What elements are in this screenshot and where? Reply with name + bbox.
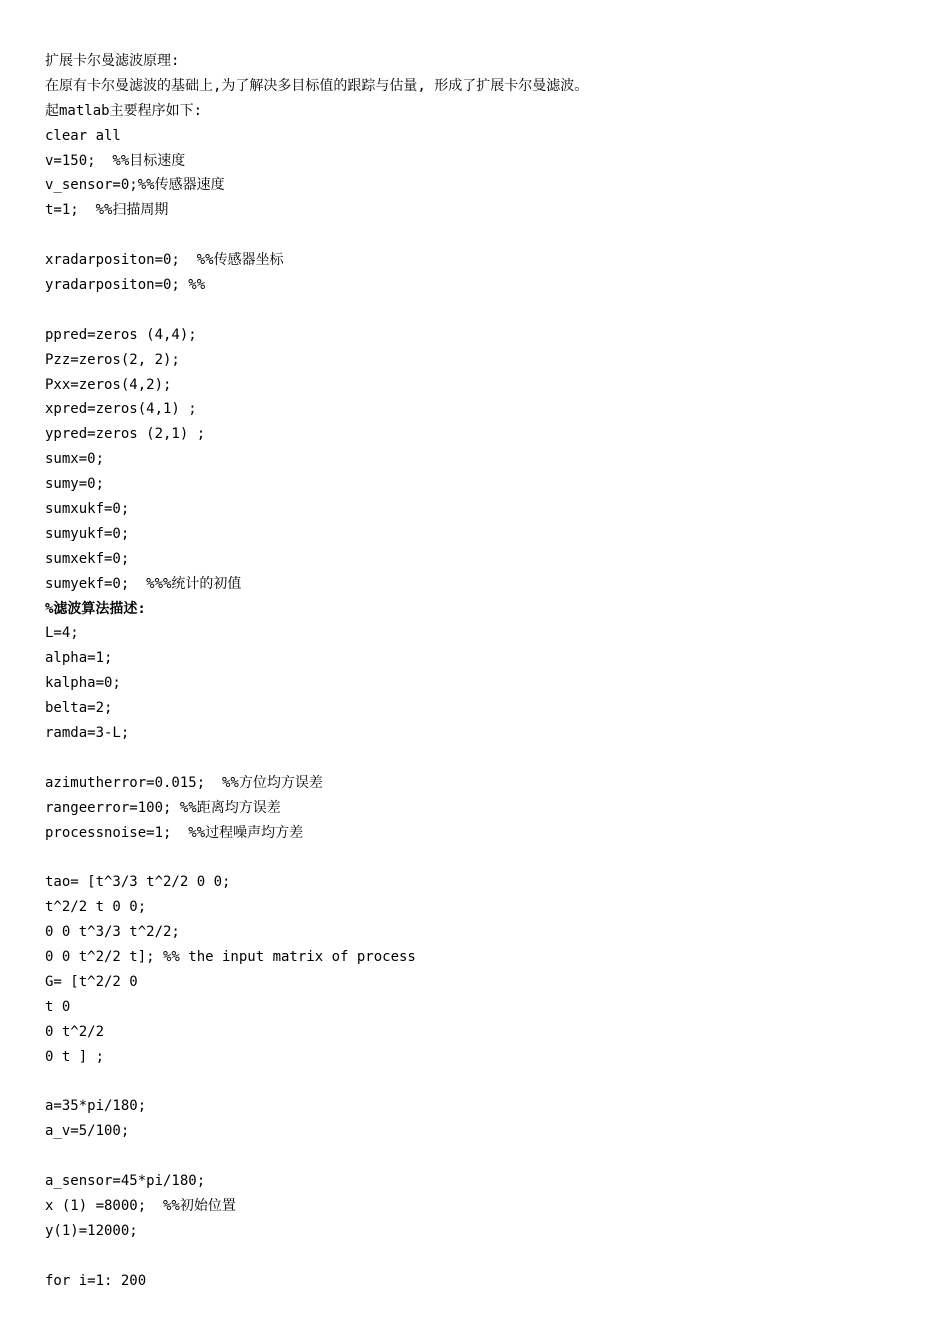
code-line: y(1)=12000; [45,1222,138,1239]
blank-line [45,223,905,248]
blank-line [45,1144,905,1169]
code-line: sumxekf=0; [45,550,130,567]
code-line: sumyekf=0; %%%统计的初值 [45,575,242,592]
code-line: rangeerror=100; %%距离均方误差 [45,799,281,816]
blank-line [45,746,905,771]
heading-ekf-principle: 扩展卡尔曼滤波原理: [45,53,180,69]
code-line: a_v=5/100; [45,1123,130,1140]
code-line: v=150; %%目标速度 [45,152,186,169]
code-line: a=35*pi/180; [45,1098,147,1115]
code-line: x (1) =8000; %%初始位置 [45,1197,236,1214]
code-line: alpha=1; [45,650,113,667]
code-line: G= [t^2/2 0 [45,973,138,990]
document-body [45,49,905,1294]
code-line: processnoise=1; %%过程噪声均方差 [45,824,304,841]
code-line: sumxukf=0; [45,501,130,518]
code-line: clear all [45,127,121,144]
code-line: 0 t^2/2 [45,1023,105,1040]
code-line: Pxx=zeros(4,2); [45,376,172,393]
section-comment-filter-algorithm: %滤波算法描述: [45,600,146,617]
code-line: sumy=0; [45,476,105,493]
code-line: ppred=zeros (4,4); [45,326,197,343]
code-line: belta=2; [45,700,113,717]
intro-paragraph: 在原有卡尔曼滤波的基础上,为了解决多目标值的跟踪与估量, 形成了扩展卡尔曼滤波。 [45,77,589,94]
code-line: tao= [t^3/3 t^2/2 0 0; [45,874,231,891]
blank-line [45,1244,905,1269]
code-line: 0 t ] ; [45,1048,105,1065]
code-line: yradarpositon=0; %% [45,277,206,294]
program-intro: 起matlab主要程序如下: [45,102,203,119]
code-line: xpred=zeros(4,1) ; [45,401,197,418]
code-line: sumx=0; [45,451,105,468]
code-line: v_sensor=0;%%传感器速度 [45,177,225,194]
code-line: sumyukf=0; [45,525,130,542]
code-line: for i=1: 200 [45,1272,147,1289]
code-line: L=4; [45,625,79,642]
blank-line [45,298,905,323]
code-line: Pzz=zeros(2, 2); [45,351,180,368]
code-line: ramda=3-L; [45,725,130,742]
code-line: 0 0 t^3/3 t^2/2; [45,924,180,941]
code-line: t=1; %%扫描周期 [45,202,169,219]
blank-line [45,846,905,871]
code-line: xradarpositon=0; %%传感器坐标 [45,252,284,269]
blank-line [45,1070,905,1095]
code-line: a_sensor=45*pi/180; [45,1173,206,1190]
code-line: t 0 [45,998,71,1015]
code-line: ypred=zeros (2,1) ; [45,426,206,443]
code-line: azimutherror=0.015; %%方位均方误差 [45,774,323,791]
code-line: t^2/2 t 0 0; [45,899,147,916]
code-line: 0 0 t^2/2 t]; %% the input matrix of process [45,949,416,966]
code-line: kalpha=0; [45,675,121,692]
